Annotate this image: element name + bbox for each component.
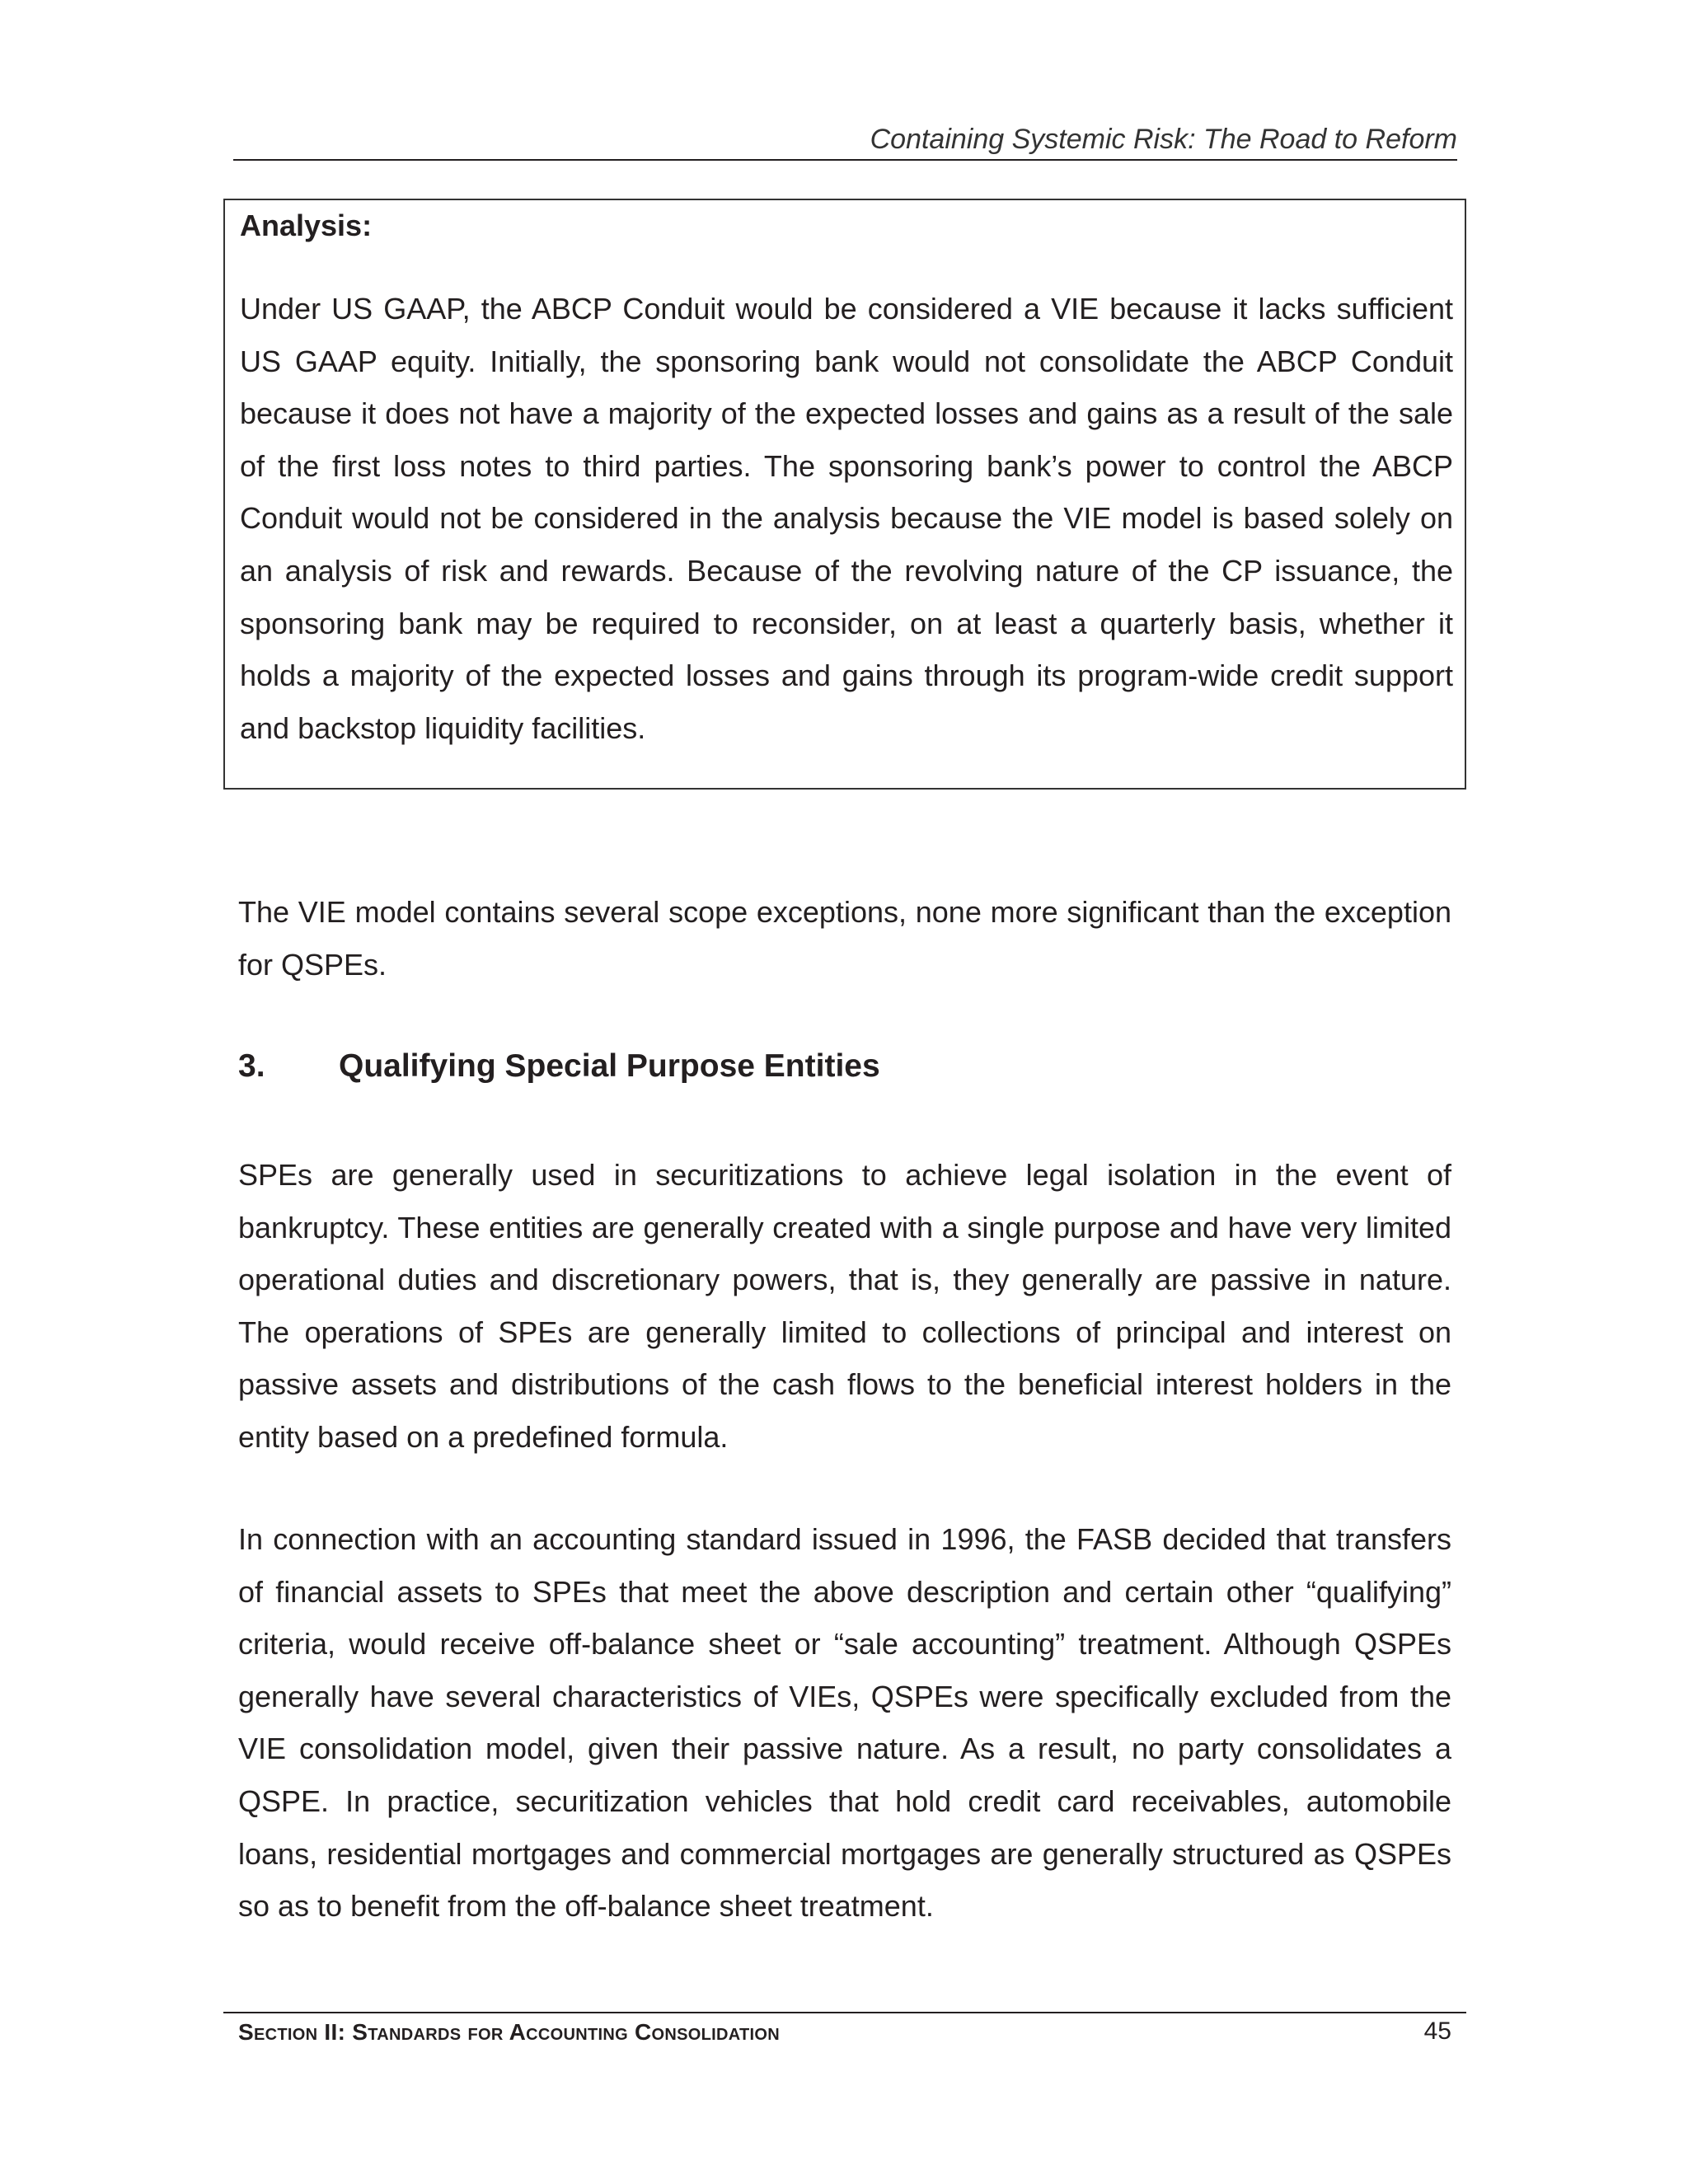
page-number: 45 <box>1423 2018 1451 2045</box>
vie-paragraph: The VIE model contains several scope exceptions, none more significant than the exception for QSPEs. <box>238 895 1451 982</box>
section-title: Qualifying Special Purpose Entities <box>339 1048 880 1084</box>
section-heading <box>238 1045 880 1088</box>
fasb-paragraph: In connection with an accounting standard issued in 1996, the FASB decided that transfers of financial assets to SPEs that meet the above description and certain other “qualifying” criteria, would receive off-balance sheet or “sale accounting” treatment. Although QSPEs generally have several characteristics of VIEs, QSPEs were specifically excluded from the VIE consolidation model, given their passive nature. As a result, no party consolidates a QSPE. In practice, securitization vehicles that hold credit card receivables, automobile loans, residential mortgages and commercial mortgages are generally structured as QSPEs so as to benefit from the off-balance sheet treatment. <box>238 1522 1451 1924</box>
analysis-box <box>223 199 1466 790</box>
section-number: 3. <box>238 1048 265 1084</box>
analysis-text: Under US GAAP, the ABCP Conduit would be considered a VIE because it lacks sufficient US GAAP equity. Initially, the sponsoring bank would not consolidate the ABCP Conduit because it does not have a majority of the expected losses and gains as a result of the sale of the first loss notes to third parties. The sponsoring bank’s power to control the ABCP Conduit would not be considered in the analysis because the VIE model is based solely on an analysis of risk and rewards. Because of the revolving nature of the CP issuance, the sponsoring bank may be required to reconsider, on at least a quarterly basis, whether it holds a majority of the expected losses and gains through its program-wide credit support and backstop liquidity facilities. <box>240 292 1453 745</box>
footer-section-label: Section II: Standards for Accounting Consolidation <box>238 2019 780 2045</box>
footer-divider <box>223 2012 1466 2013</box>
running-header: Containing Systemic Risk: The Road to Reform <box>233 121 1457 161</box>
spe-paragraph: SPEs are generally used in securitizations to achieve legal isolation in the event of bankruptcy. These entities are generally created with a single purpose and have very limited operational duties and discretionary powers, that is, they generally are passive in nature. The operations of SPEs are generally limited to collections of principal and interest on passive assets and distributions of the cash flows to the beneficial interest holders in the entity based on a predefined formula. <box>238 1158 1451 1454</box>
analysis-title: Analysis: <box>240 209 373 242</box>
